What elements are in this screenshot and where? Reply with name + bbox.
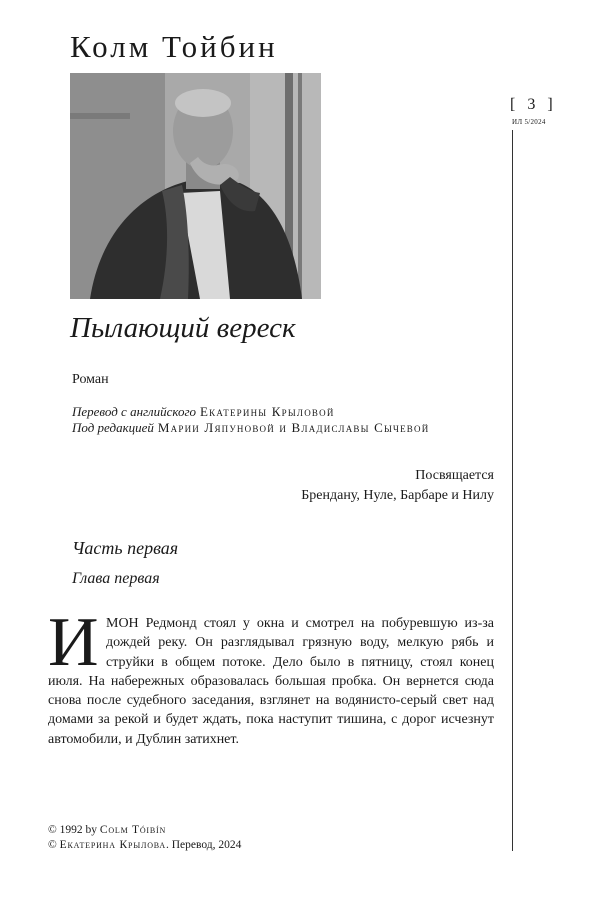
translation-role: Перевод с английского — [72, 404, 197, 419]
editing-role: Под редакцией — [72, 420, 154, 435]
translator-name: Екатерины Крыловой — [200, 404, 335, 419]
copyright-author-name: Colm Tóibín — [99, 824, 167, 836]
journal-issue-tag: ИЛ 5/2024 — [512, 118, 546, 126]
body-text: МОН Редмонд стоял у окна и смотрел на побуревшую из-за дождей реку. Он разглядывал грязную воду, мелкую рябь и струйки в общем потоке. Дело было в пятницу, стоял конец июля. На набережных образовалась большая пробка. Он вернется сюда снова после судебного заседания, взглянет на водянисто-серый свет над домами за рекой и будет ждать, пока наступит тишина, с дорог исчезнут автомобили, и Дублин затихнет. — [48, 616, 494, 747]
drop-cap: И — [48, 604, 99, 681]
copyright-translation — [48, 839, 241, 851]
copyright-translation-prefix: © — [48, 839, 57, 851]
copyright-author-prefix: © 1992 by — [48, 824, 97, 836]
margin-rule — [512, 130, 513, 851]
editor-names: Марии Ляпуновой и Владиславы Сычевой — [157, 420, 430, 435]
author-name: Колм Тойбин — [70, 29, 278, 64]
genre-label: Роман — [72, 372, 109, 387]
author-photo — [70, 73, 321, 299]
page-number: [ 3 ] — [510, 96, 557, 113]
editing-credit — [72, 420, 429, 436]
copyright-translator-name: Екатерина Крылова — [59, 839, 166, 851]
chapter-title: Глава первая — [72, 570, 160, 587]
dedication — [301, 466, 494, 506]
book-title: Пылающий вереск — [70, 312, 296, 344]
copyright-author — [48, 824, 166, 836]
copyright-translation-suffix: . Перевод, 2024 — [166, 839, 242, 851]
part-title: Часть первая — [72, 538, 179, 558]
body-paragraph — [48, 614, 494, 749]
dedication-line-1: Посвящается — [415, 468, 494, 483]
dedication-line-2: Брендану, Нуле, Барбаре и Нилу — [301, 488, 494, 503]
translation-credit — [72, 404, 335, 420]
